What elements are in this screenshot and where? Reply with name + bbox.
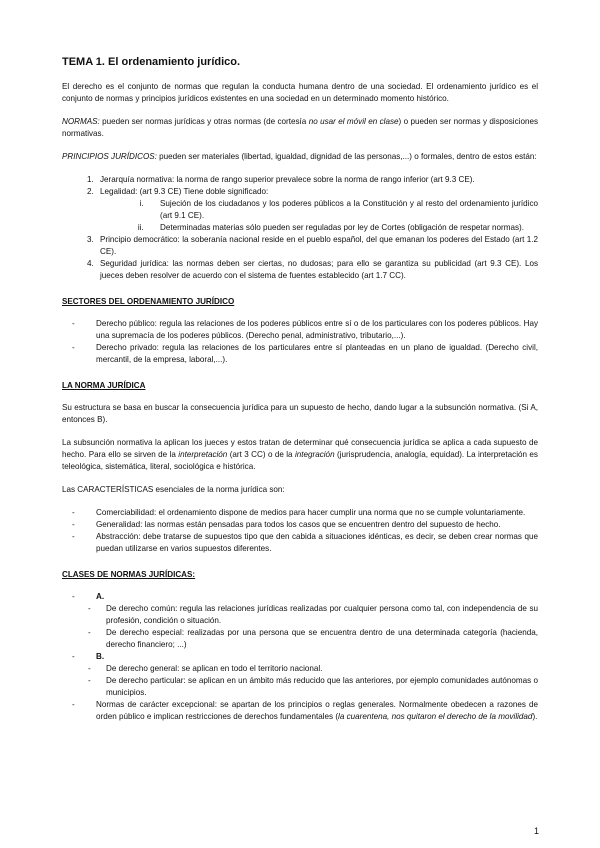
section-heading-clases: CLASES DE NORMAS JURÍDICAS: [62, 570, 196, 579]
document-title: TEMA 1. El ordenamiento jurídico. [62, 56, 241, 68]
legalidad-sublist [100, 198, 538, 234]
list-item [96, 651, 538, 699]
text: La subsunción normativa la aplican los jueces y estos tratan de determinar qué consecuencia jurídica se aplica a cada supuesto de hecho. Para ello se sirven de la [62, 438, 538, 459]
list-item: - De derecho común: regula las relaciones jurídicas realizadas por cualquier persona como tal, con independencia de su profesión, condición o situación. [106, 603, 538, 627]
list-item [96, 186, 538, 234]
text-italic: la cuarentena, nos quitaron el derecho de la movilidad [338, 712, 533, 721]
principios-text: pueden ser materiales (libertad, igualdad, dignidad de las personas,...) o formales, dentro de estos están: [156, 152, 537, 161]
list-item: i. Sujeción de los ciudadanos y los poderes públicos a la Constitución y al resto del ordenamiento jurídico (art 9.1 CE). [146, 198, 538, 222]
text-italic: interpretación [178, 450, 228, 459]
section-heading-sectores: SECTORES DEL ORDENAMIENTO JURÍDICO [62, 297, 235, 306]
normas-paragraph [62, 116, 538, 140]
list-item: - De derecho general: se aplican en todo el territorio nacional. [106, 663, 538, 675]
intro-paragraph: El derecho es el conjunto de normas que regulan la conducta humana dentro de una sociedad. El ordenamiento jurídico es el conjunto de normas y principios jurídicos existentes en una sociedad en un determinado momento histórico. [62, 82, 538, 103]
list-item [96, 258, 538, 282]
list-item [96, 234, 538, 258]
group-label: B. [96, 652, 105, 661]
principios-label: PRINCIPIOS JURÍDICOS: [62, 152, 157, 161]
list-item: - Abstracción: debe tratarse de supuestos tipo que den cabida a situaciones idénticas, es decir, se deben crear normas que puedan utilizarse en varios supuestos diferentes. [96, 531, 538, 555]
normas-example: no usar el móvil en clase [308, 117, 399, 126]
caracteristicas-intro: Las CARACTERÍSTICAS esenciales de la norma jurídica son: [62, 485, 285, 494]
section-heading-norma: LA NORMA JURÍDICA [62, 381, 146, 390]
list-item: - Generalidad: las normas están pensadas para todos los casos que se encuentren dentro del supuesto de hecho. [96, 519, 538, 531]
list-item-text: Legalidad: (art 9.3 CE) Tiene doble significado: [100, 187, 269, 196]
list-item: - De derecho especial: realizadas por una persona que se encuentra dentro de una determinada categoría (hacienda, derecho financiero; ...) [106, 627, 538, 651]
normas-text-end: ) o pueden ser normas y disposiciones normativas. [62, 117, 539, 138]
caracteristicas-list [62, 507, 538, 555]
list-item: - Derecho privado: regula las relaciones de los particulares entre sí planteadas en un plano de igualdad. (Derecho civil, mercantil, de la empresa, laboral,...). [96, 342, 538, 366]
list-item [96, 174, 538, 186]
norma-paragraph-2 [62, 437, 538, 473]
sectores-list [62, 318, 538, 366]
principios-paragraph [62, 151, 538, 163]
text: (jurisprudencia, analogía, equidad). La interpretación es teleológica, sistemática, literal, sociológica e histórica. [62, 450, 538, 471]
page-number: 1 [534, 826, 540, 836]
principios-list [62, 174, 538, 282]
text: Normas de carácter excepcional: se apartan de los principios o reglas generales. Normalmente obedecen a razones de orden público e implican restricciones de derechos fundamentales ( [96, 700, 538, 721]
text-italic: integración [294, 450, 335, 459]
list-item: ii. Determinadas materias sólo pueden ser reguladas por ley de Cortes (obligación de respetar normas). [146, 222, 538, 234]
document-page [62, 55, 538, 734]
text: ). [532, 712, 538, 721]
list-item-text: Principio democrático: la soberanía nacional reside en el pueblo español, del que emanan los poderes del Estado (art 1.2 CE). [100, 235, 538, 256]
list-item: - De derecho particular: se aplican en un ámbito más reducido que las anteriores, por ejemplo comunidades autónomas o municipios. [106, 675, 538, 699]
list-item [96, 699, 538, 723]
text: (art 3 CC) o de la [227, 450, 295, 459]
list-item [96, 591, 538, 651]
clases-b-sublist [96, 663, 538, 699]
clases-a-sublist [96, 603, 538, 651]
normas-label: NORMAS: [62, 117, 100, 126]
list-item: - Comerciabilidad: el ordenamiento dispone de medios para hacer cumplir una norma que no se cumple voluntariamente. [96, 507, 538, 519]
group-label: A. [96, 592, 105, 601]
clases-list [62, 591, 538, 723]
list-item: - Derecho público: regula las relaciones de los poderes públicos entre sí o de los particulares con los poderes públicos. Hay una supremacía de los poderes públicos. (Derecho penal, administrativo, tributario,...). [96, 318, 538, 342]
normas-text: pueden ser normas jurídicas y otras normas (de cortesía [99, 117, 309, 126]
list-item-text: Jerarquía normativa: la norma de rango superior prevalece sobre la norma de rango inferior (art 9.3 CE). [100, 175, 475, 184]
norma-paragraph-1: Su estructura se basa en buscar la consecuencia jurídica para un supuesto de hecho, dando lugar a la subsunción normativa. (Si A, entonces B). [62, 403, 538, 424]
list-item-text: Seguridad jurídica: las normas deben ser ciertas, no dudosas; para ello se garantiza su publicidad (art 9.3 CE). Los jueces deben resolver de acuerdo con el sistema de fuentes establecido (art 1.7 CC). [100, 259, 538, 280]
